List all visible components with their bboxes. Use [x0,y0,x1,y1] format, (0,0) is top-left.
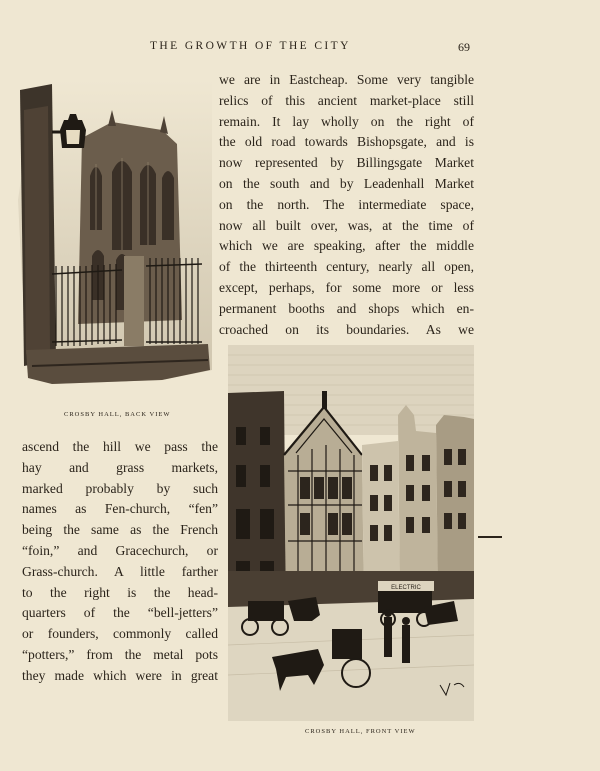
text-line: except, perhaps, for some more or less [219,279,474,295]
text-line: or founders, commonly called [22,626,218,642]
text-line: now all built over, was, at the time of [219,217,474,233]
text-line: the old road towards Bishopsgate, and is [219,134,474,150]
text-line: “foin,” and Gracechurch, or [22,542,218,558]
text-line: quarters of the “bell-jetters” [22,605,218,621]
figure-caption-front-view: CROSBY HALL, FRONT VIEW [305,728,416,735]
text-line: ascend the hill we pass the [22,439,218,454]
text-line: we are in Eastcheap. Some very tangible [219,72,474,87]
text-line: remain. It lay wholly on the right of [219,113,474,129]
text-line: “potters,” from the metal pots [22,646,218,662]
text-line: which we are speaking, after the middle [219,238,474,254]
text-line: of the thirteenth century, nearly all open, [219,259,474,275]
text-line: now represented by Billingsgate Market [219,155,474,171]
text-line: croached on its boundaries. As we [219,321,474,337]
text-line: to the right is the head- [22,584,218,600]
text-line: they made which were in great [22,667,218,683]
text-line: relics of this ancient market-place still [219,92,474,108]
figure-caption-back-view: CROSBY HALL, BACK VIEW [64,411,171,418]
text-column-top [219,70,474,340]
shop-sign: ELECTRIC [391,585,421,591]
illustration-crosby-hall-back-view [12,80,212,398]
text-line: names as Fen-church, “fen” [22,501,218,517]
text-line: marked probably by such [22,480,218,496]
running-head: THE GROWTH OF THE CITY [150,40,351,52]
text-line: on the north. The intermediate space, [219,196,474,212]
page-number: 69 [458,40,470,54]
text-line: hay and grass markets, [22,459,218,475]
text-line: on the south and by Leadenhall Market [219,175,474,191]
text-line: permanent booths and shops which en- [219,300,474,316]
text-column-left [22,437,218,687]
text-line: Grass-church. A little farther [22,563,218,579]
text-line: being the same as the French [22,522,218,538]
illustration-crosby-hall-front-view [228,345,474,721]
page-edge-mark [478,536,502,538]
